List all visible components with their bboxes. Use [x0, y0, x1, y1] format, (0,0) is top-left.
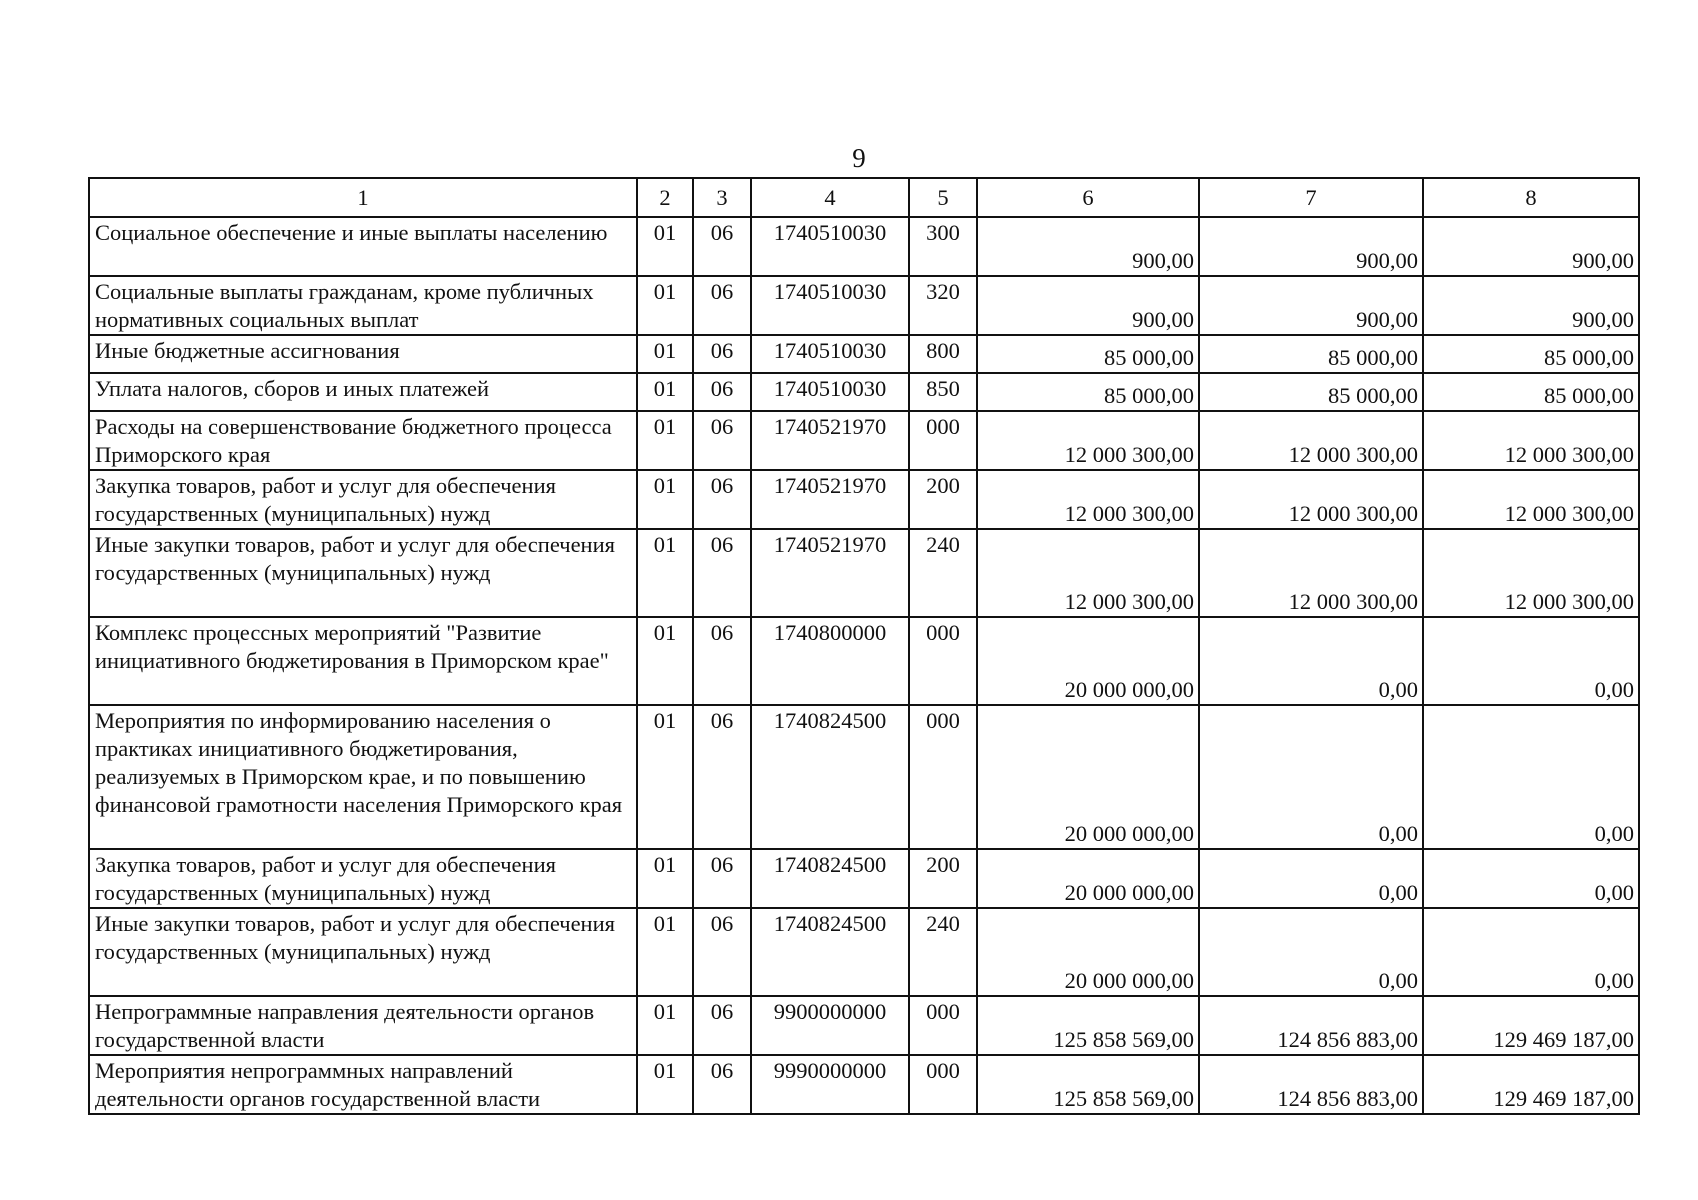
amount-col7-cell: 12 000 300,00: [1199, 411, 1423, 470]
table-row: [89, 1055, 1639, 1114]
section-code-cell: 01: [637, 996, 693, 1055]
row-name-cell: Расходы на совершенствование бюджетного процесса Приморского края: [89, 411, 637, 470]
target-article-cell: 1740510030: [751, 276, 909, 335]
table-row: [89, 217, 1639, 276]
amount-col8-cell: 85 000,00: [1423, 335, 1639, 373]
amount-col6-cell: 20 000 000,00: [977, 705, 1199, 849]
column-header: 6: [977, 178, 1199, 217]
amount-col7-cell: 0,00: [1199, 908, 1423, 996]
table-row: [89, 276, 1639, 335]
expense-type-cell: 000: [909, 996, 977, 1055]
expense-type-cell: 320: [909, 276, 977, 335]
row-name-cell: Непрограммные направления деятельности органов государственной власти: [89, 996, 637, 1055]
subsection-code-cell: 06: [693, 617, 751, 705]
amount-col8-cell: 129 469 187,00: [1423, 996, 1639, 1055]
expense-type-cell: 240: [909, 529, 977, 617]
column-header: 4: [751, 178, 909, 217]
amount-col8-cell: 0,00: [1423, 705, 1639, 849]
row-name-cell: Мероприятия по информированию населения о практиках инициативного бюджетирования, реализуемых в Приморском крае, и по повышению финансовой грамотности населения Приморского края: [89, 705, 637, 849]
table-row: [89, 908, 1639, 996]
target-article-cell: 1740800000: [751, 617, 909, 705]
subsection-code-cell: 06: [693, 529, 751, 617]
table-row: [89, 529, 1639, 617]
subsection-code-cell: 06: [693, 373, 751, 411]
target-article-cell: 1740521970: [751, 411, 909, 470]
column-header: 1: [89, 178, 637, 217]
section-code-cell: 01: [637, 849, 693, 908]
table-row: [89, 470, 1639, 529]
amount-col6-cell: 12 000 300,00: [977, 411, 1199, 470]
row-name-cell: Иные закупки товаров, работ и услуг для обеспечения государственных (муниципальных) нужд: [89, 529, 637, 617]
target-article-cell: 1740521970: [751, 470, 909, 529]
amount-col7-cell: 85 000,00: [1199, 373, 1423, 411]
amount-col7-cell: 900,00: [1199, 217, 1423, 276]
amount-col8-cell: 0,00: [1423, 849, 1639, 908]
section-code-cell: 01: [637, 908, 693, 996]
subsection-code-cell: 06: [693, 705, 751, 849]
target-article-cell: 9900000000: [751, 996, 909, 1055]
expense-type-cell: 000: [909, 617, 977, 705]
subsection-code-cell: 06: [693, 996, 751, 1055]
amount-col8-cell: 900,00: [1423, 217, 1639, 276]
subsection-code-cell: 06: [693, 276, 751, 335]
target-article-cell: 1740510030: [751, 217, 909, 276]
target-article-cell: 1740824500: [751, 908, 909, 996]
amount-col6-cell: 900,00: [977, 276, 1199, 335]
subsection-code-cell: 06: [693, 1055, 751, 1114]
table-row: [89, 996, 1639, 1055]
subsection-code-cell: 06: [693, 335, 751, 373]
amount-col6-cell: 125 858 569,00: [977, 1055, 1199, 1114]
row-name-cell: Закупка товаров, работ и услуг для обеспечения государственных (муниципальных) нужд: [89, 849, 637, 908]
amount-col6-cell: 12 000 300,00: [977, 529, 1199, 617]
amount-col7-cell: 0,00: [1199, 705, 1423, 849]
amount-col7-cell: 0,00: [1199, 849, 1423, 908]
expense-type-cell: 000: [909, 1055, 977, 1114]
expense-type-cell: 850: [909, 373, 977, 411]
target-article-cell: 1740824500: [751, 705, 909, 849]
amount-col7-cell: 124 856 883,00: [1199, 996, 1423, 1055]
amount-col8-cell: 900,00: [1423, 276, 1639, 335]
amount-col6-cell: 125 858 569,00: [977, 996, 1199, 1055]
target-article-cell: 1740510030: [751, 373, 909, 411]
section-code-cell: 01: [637, 705, 693, 849]
expense-type-cell: 200: [909, 849, 977, 908]
amount-col7-cell: 124 856 883,00: [1199, 1055, 1423, 1114]
expense-type-cell: 200: [909, 470, 977, 529]
amount-col8-cell: 12 000 300,00: [1423, 529, 1639, 617]
amount-col8-cell: 12 000 300,00: [1423, 470, 1639, 529]
amount-col8-cell: 0,00: [1423, 908, 1639, 996]
subsection-code-cell: 06: [693, 849, 751, 908]
subsection-code-cell: 06: [693, 908, 751, 996]
section-code-cell: 01: [637, 617, 693, 705]
amount-col7-cell: 900,00: [1199, 276, 1423, 335]
page-number: 9: [852, 143, 866, 173]
amount-col8-cell: 0,00: [1423, 617, 1639, 705]
budget-table: [88, 177, 1640, 1115]
expense-type-cell: 000: [909, 705, 977, 849]
section-code-cell: 01: [637, 335, 693, 373]
section-code-cell: 01: [637, 217, 693, 276]
target-article-cell: 1740510030: [751, 335, 909, 373]
column-header: 8: [1423, 178, 1639, 217]
section-code-cell: 01: [637, 411, 693, 470]
subsection-code-cell: 06: [693, 411, 751, 470]
row-name-cell: Иные бюджетные ассигнования: [89, 335, 637, 373]
expense-type-cell: 300: [909, 217, 977, 276]
target-article-cell: 1740824500: [751, 849, 909, 908]
amount-col6-cell: 20 000 000,00: [977, 908, 1199, 996]
row-name-cell: Закупка товаров, работ и услуг для обеспечения государственных (муниципальных) нужд: [89, 470, 637, 529]
row-name-cell: Социальные выплаты гражданам, кроме публичных нормативных социальных выплат: [89, 276, 637, 335]
amount-col7-cell: 12 000 300,00: [1199, 470, 1423, 529]
row-name-cell: Социальное обеспечение и иные выплаты населению: [89, 217, 637, 276]
amount-col7-cell: 0,00: [1199, 617, 1423, 705]
column-header: 5: [909, 178, 977, 217]
table-row: [89, 849, 1639, 908]
section-code-cell: 01: [637, 529, 693, 617]
row-name-cell: Иные закупки товаров, работ и услуг для обеспечения государственных (муниципальных) нужд: [89, 908, 637, 996]
target-article-cell: 1740521970: [751, 529, 909, 617]
expense-type-cell: 240: [909, 908, 977, 996]
table-row: [89, 335, 1639, 373]
column-header: 7: [1199, 178, 1423, 217]
amount-col8-cell: 85 000,00: [1423, 373, 1639, 411]
amount-col8-cell: 12 000 300,00: [1423, 411, 1639, 470]
amount-col6-cell: 12 000 300,00: [977, 470, 1199, 529]
section-code-cell: 01: [637, 470, 693, 529]
column-header: 2: [637, 178, 693, 217]
amount-col6-cell: 85 000,00: [977, 373, 1199, 411]
expense-type-cell: 000: [909, 411, 977, 470]
amount-col6-cell: 20 000 000,00: [977, 617, 1199, 705]
table-row: [89, 617, 1639, 705]
row-name-cell: Комплекс процессных мероприятий "Развитие инициативного бюджетирования в Приморском крае": [89, 617, 637, 705]
column-header: 3: [693, 178, 751, 217]
row-name-cell: Мероприятия непрограммных направлений деятельности органов государственной власти: [89, 1055, 637, 1114]
section-code-cell: 01: [637, 276, 693, 335]
amount-col8-cell: 129 469 187,00: [1423, 1055, 1639, 1114]
row-name-cell: Уплата налогов, сборов и иных платежей: [89, 373, 637, 411]
section-code-cell: 01: [637, 1055, 693, 1114]
table-row: [89, 705, 1639, 849]
amount-col6-cell: 85 000,00: [977, 335, 1199, 373]
expense-type-cell: 800: [909, 335, 977, 373]
amount-col7-cell: 85 000,00: [1199, 335, 1423, 373]
amount-col6-cell: 20 000 000,00: [977, 849, 1199, 908]
section-code-cell: 01: [637, 373, 693, 411]
amount-col6-cell: 900,00: [977, 217, 1199, 276]
amount-col7-cell: 12 000 300,00: [1199, 529, 1423, 617]
subsection-code-cell: 06: [693, 217, 751, 276]
subsection-code-cell: 06: [693, 470, 751, 529]
target-article-cell: 9990000000: [751, 1055, 909, 1114]
table-header-row: [89, 178, 1639, 217]
table-row: [89, 411, 1639, 470]
table-row: [89, 373, 1639, 411]
